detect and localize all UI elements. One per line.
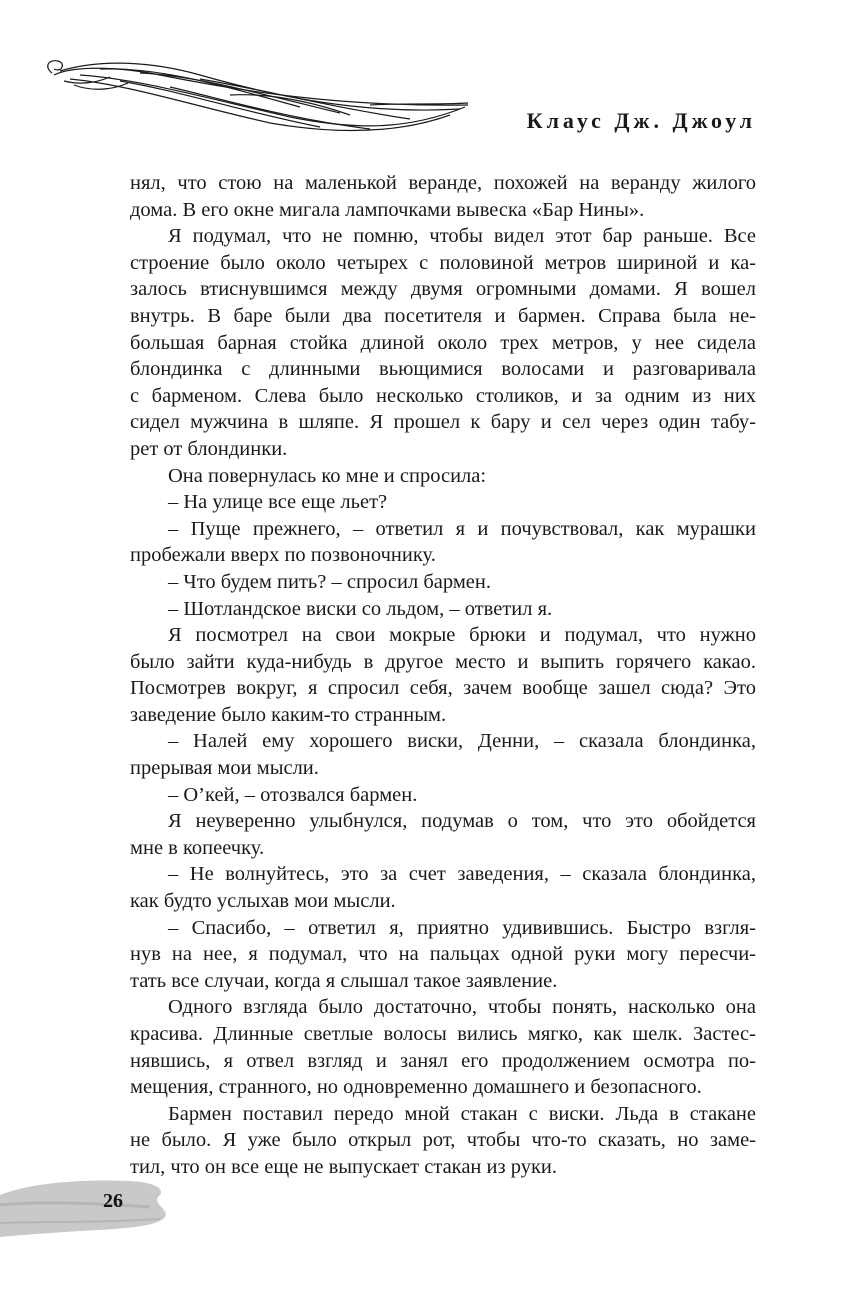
text-line: – Шотландское виски со льдом, – ответил я. bbox=[168, 597, 553, 620]
text-line: нявшись, я отвел взгляд и занял его продолжением осмотра по- bbox=[130, 1049, 756, 1072]
running-head-author: Клаус Дж. Джоул bbox=[526, 108, 756, 133]
text-line: тил, что он все еще не выпускает стакан из руки. bbox=[130, 1155, 557, 1178]
text-line: – Спасибо, – ответил я, приятно удивившись. Быстро взгля- bbox=[168, 916, 756, 939]
text-line: Я посмотрел на свои мокрые брюки и подумал, что нужно bbox=[168, 624, 756, 647]
text-line: было зайти куда-нибудь в другое место и выпить горячего какао. bbox=[130, 650, 756, 673]
text-line: мещения, странного, но одновременно домашнего и безопасного. bbox=[130, 1076, 702, 1099]
text-line: строение было около четырех с половиной метров шириной и ка- bbox=[130, 251, 756, 274]
text-line: как будто услыхав мои мысли. bbox=[130, 890, 396, 913]
feather-ornament bbox=[40, 45, 470, 140]
text-line: залось втиснувшимся между двумя огромными домами. Я вошел bbox=[130, 278, 756, 301]
text-line: нял, что стою на маленькой веранде, похожей на веранду жилого bbox=[130, 172, 756, 194]
text-line: с барменом. Слева было несколько столиков, и за одним из них bbox=[130, 384, 756, 407]
page-number-brush-stroke bbox=[0, 1165, 180, 1245]
text-line: – Не волнуйтесь, это за счет заведения, – сказала блондинка, bbox=[168, 863, 756, 886]
text-line: Она повернулась ко мне и спросила: bbox=[168, 464, 487, 487]
brush-stroke-shape bbox=[0, 1181, 166, 1237]
text-line: Бармен поставил передо мной стакан с виски. Льда в стакане bbox=[168, 1102, 756, 1125]
text-line: тать все случаи, когда я слышал такое заявление. bbox=[130, 969, 558, 992]
text-line: Одного взгляда было достаточно, чтобы понять, насколько она bbox=[168, 996, 756, 1019]
text-line: нув на нее, я подумал, что на пальцах одной руки могу пересчи- bbox=[130, 943, 756, 966]
text-line: Я неуверенно улыбнулся, подумав о том, что это обойдется bbox=[168, 810, 756, 833]
text-line: – О’кей, – отозвался бармен. bbox=[168, 783, 418, 806]
text-line: пробежали вверх по позвоночнику. bbox=[130, 544, 436, 567]
page-number: 26 bbox=[103, 1190, 123, 1212]
text-line: дома. В его окне мигала лампочками вывеска «Бар Нины». bbox=[130, 198, 645, 221]
text-line: красива. Длинные светлые волосы вились мягко, как шелк. Застес- bbox=[130, 1023, 756, 1045]
text-line: Посмотрев вокруг, я спросил себя, зачем вообще зашел сюда? Это bbox=[130, 677, 756, 700]
text-line: – На улице все еще льет? bbox=[168, 491, 388, 514]
text-line: – Пуще прежнего, – ответил я и почувствовал, как мурашки bbox=[168, 517, 756, 540]
text-line: не было. Я уже было открыл рот, чтобы что-то сказать, но заме- bbox=[130, 1129, 756, 1152]
text-line: мне в копеечку. bbox=[130, 836, 265, 859]
text-line: заведение было каким-то странным. bbox=[130, 703, 447, 726]
text-line: – Что будем пить? – спросил бармен. bbox=[168, 570, 491, 593]
text-line: рет от блондинки. bbox=[130, 437, 288, 460]
text-line: большая барная стойка длиной около трех метров, у нее сидела bbox=[130, 331, 756, 354]
text-line: блондинка с длинными вьющимися волосами и разговаривала bbox=[130, 358, 756, 381]
text-line: внутрь. В баре были два посетителя и бармен. Справа была не- bbox=[130, 304, 756, 327]
text-line: Я подумал, что не помню, чтобы видел этот бар раньше. Все bbox=[168, 225, 756, 248]
text-line: сидел мужчина в шляпе. Я прошел к бару и сел через один табу- bbox=[130, 411, 756, 434]
page-body-text bbox=[130, 170, 756, 1181]
text-line: – Налей ему хорошего виски, Денни, – сказала блондинка, bbox=[168, 730, 756, 753]
text-line: прерывая мои мысли. bbox=[130, 757, 319, 780]
